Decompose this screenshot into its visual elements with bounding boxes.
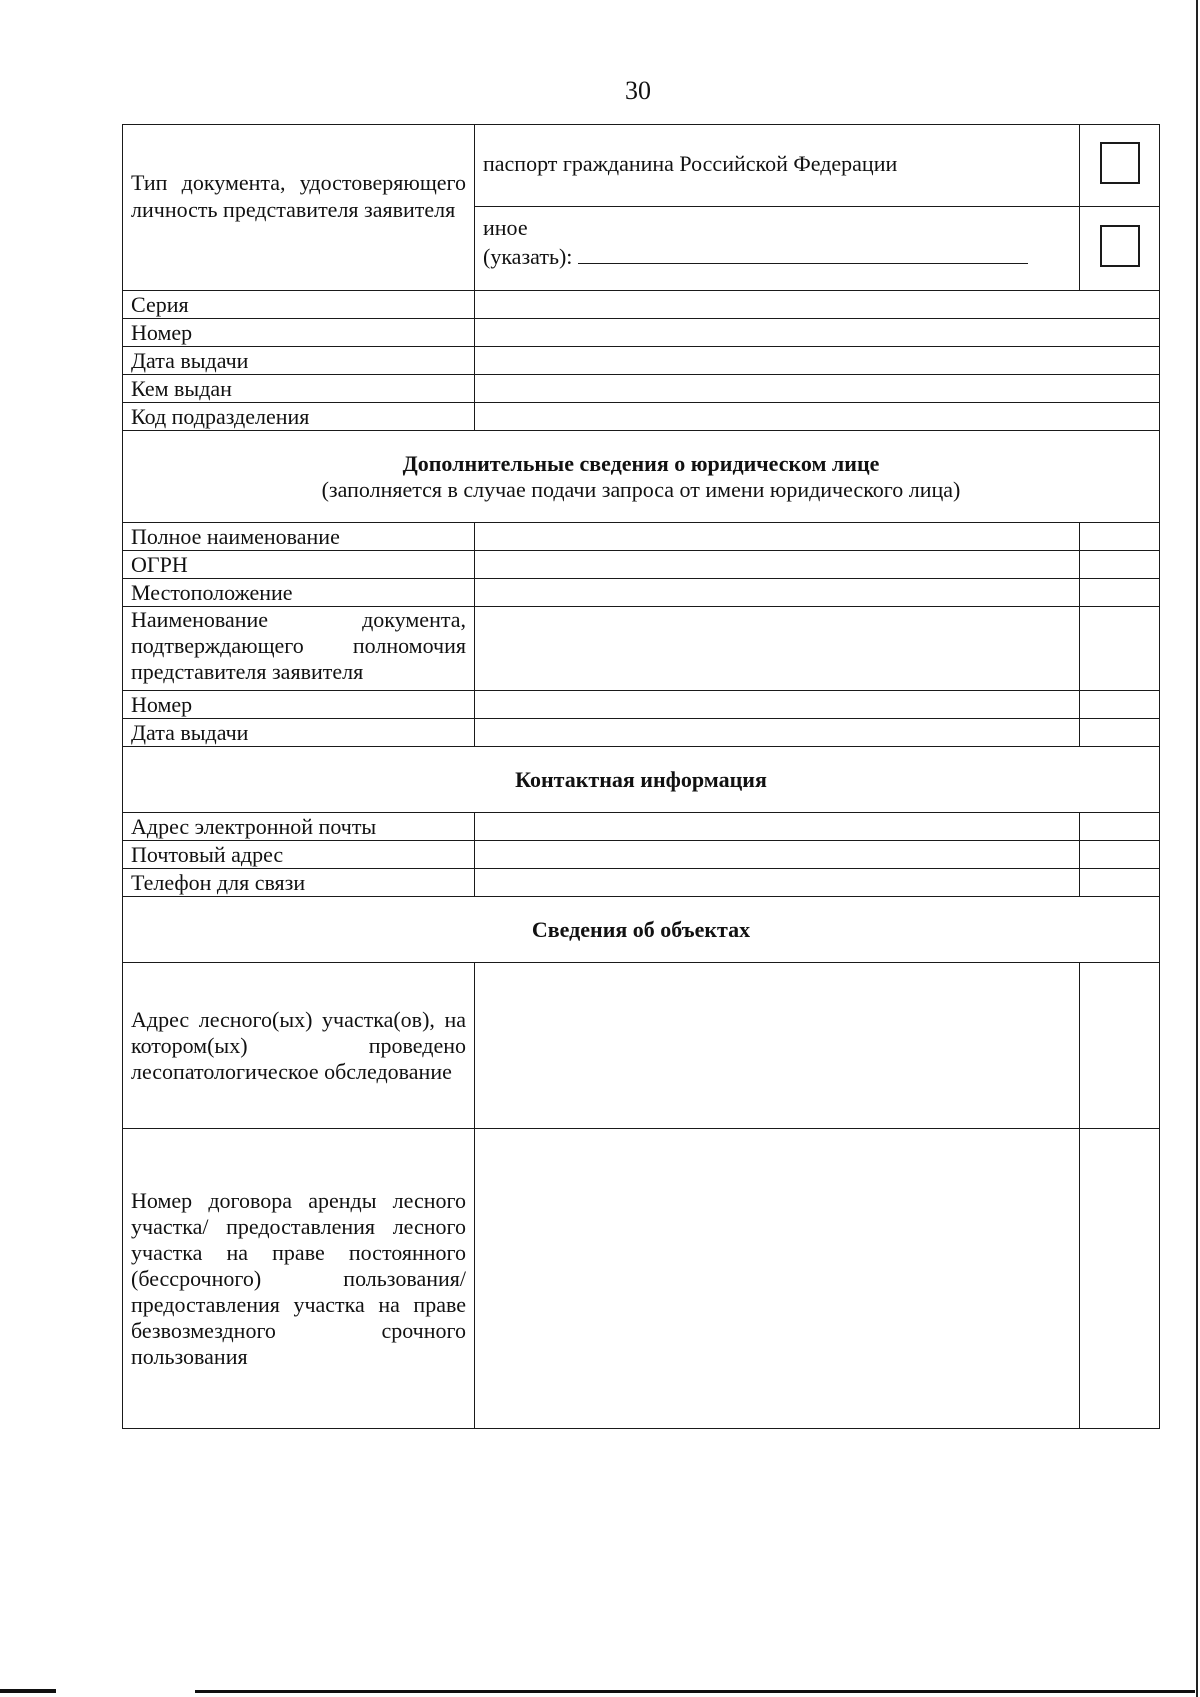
- contacts-section-row: [123, 747, 1160, 813]
- legal-mark-ogrn: [1080, 551, 1160, 579]
- page-number: 30: [625, 76, 651, 105]
- contact-row: [123, 813, 1160, 841]
- contact-row: [123, 869, 1160, 897]
- legal-entity-row: [123, 551, 1160, 579]
- legal-entity-row: [123, 691, 1160, 719]
- legal-value-ogrn[interactable]: [475, 551, 1080, 579]
- legal-mark-location: [1080, 579, 1160, 607]
- document-field-row: [123, 347, 1160, 375]
- legal-label-number: Номер: [123, 691, 475, 719]
- contact-value-email[interactable]: [475, 813, 1080, 841]
- legal-entity-row: [123, 607, 1160, 691]
- scan-edge-line: [1196, 0, 1198, 1697]
- contacts-section-header: [123, 747, 1160, 813]
- objects-section-row: [123, 897, 1160, 963]
- legal-value-issue-date[interactable]: [475, 719, 1080, 747]
- contact-value-phone[interactable]: [475, 869, 1080, 897]
- contact-mark-email: [1080, 813, 1160, 841]
- field-value-issued-by[interactable]: [475, 375, 1160, 403]
- legal-entity-section-row: [123, 431, 1160, 523]
- field-label-series: Серия: [123, 291, 475, 319]
- field-value-number[interactable]: [475, 319, 1160, 347]
- contact-label-postal-address: Почтовый адрес: [123, 841, 475, 869]
- scan-bottom-bar: [195, 1690, 1195, 1693]
- option-passport-cell: [1080, 125, 1160, 207]
- contacts-title: Контактная информация: [515, 766, 767, 792]
- legal-mark-number: [1080, 691, 1160, 719]
- legal-label-issue-date: Дата выдачи: [123, 719, 475, 747]
- option-other-specify: [483, 241, 1071, 270]
- other-checkbox[interactable]: [1100, 225, 1140, 267]
- object-value-lease-contract[interactable]: [475, 1129, 1080, 1429]
- legal-value-location[interactable]: [475, 579, 1080, 607]
- field-label-issued-by: Кем выдан: [123, 375, 475, 403]
- contact-label-phone: Телефон для связи: [123, 869, 475, 897]
- application-form: [122, 124, 1159, 1429]
- contact-value-postal-address[interactable]: [475, 841, 1080, 869]
- legal-mark-issue-date: [1080, 719, 1160, 747]
- contact-label-email: Адрес электронной почты: [123, 813, 475, 841]
- legal-entity-row: [123, 523, 1160, 551]
- document-field-row: [123, 319, 1160, 347]
- field-label-issue-date: Дата выдачи: [123, 347, 475, 375]
- scan-bottom-mark: [0, 1689, 56, 1693]
- field-value-series[interactable]: [475, 291, 1160, 319]
- option-other-sub-label: (указать):: [483, 244, 573, 269]
- object-label-forest-address: Адрес лесного(ых) участка(ов), на котором(ых) проведено лесопатологическое обследование: [123, 963, 475, 1129]
- field-label-division-code: Код подразделения: [123, 403, 475, 431]
- field-value-issue-date[interactable]: [475, 347, 1160, 375]
- contact-mark-postal-address: [1080, 841, 1160, 869]
- object-mark-lease-contract: [1080, 1129, 1160, 1429]
- document-type-label: Тип документа, удостоверяющего личность представителя заявителя: [123, 125, 475, 291]
- legal-label-full-name: Полное наименование: [123, 523, 475, 551]
- legal-entity-subtitle: (заполняется в случае подачи запроса от имени юридического лица): [321, 476, 961, 502]
- legal-value-number[interactable]: [475, 691, 1080, 719]
- form-table: [122, 124, 1160, 1429]
- document-field-row: [123, 291, 1160, 319]
- document-field-row: [123, 375, 1160, 403]
- field-label-number: Номер: [123, 319, 475, 347]
- legal-label-ogrn: ОГРН: [123, 551, 475, 579]
- contact-row: [123, 841, 1160, 869]
- object-value-forest-address[interactable]: [475, 963, 1080, 1129]
- object-mark-forest-address: [1080, 963, 1160, 1129]
- field-value-division-code[interactable]: [475, 403, 1160, 431]
- object-label-lease-contract: Номер договора аренды лесного участка/ предоставления лесного участка на праве постоянного (бессрочного) пользования/предоставления участка на праве безвозмездного срочного пользования: [123, 1129, 475, 1429]
- option-other-checkbox-cell: [1080, 207, 1160, 291]
- legal-entity-section-header: [123, 431, 1160, 523]
- legal-value-full-name[interactable]: [475, 523, 1080, 551]
- other-document-input[interactable]: [578, 241, 1028, 264]
- legal-mark-full-name: [1080, 523, 1160, 551]
- passport-checkbox[interactable]: [1100, 142, 1140, 184]
- legal-entity-row: [123, 579, 1160, 607]
- legal-entity-row: [123, 719, 1160, 747]
- legal-label-location: Местоположение: [123, 579, 475, 607]
- legal-mark-authority-document: [1080, 607, 1160, 691]
- legal-entity-title: Дополнительные сведения о юридическом лице: [402, 450, 880, 476]
- legal-label-authority-document: Наименование документа, подтверждающего полномочия представителя заявителя: [123, 607, 475, 691]
- objects-title: Сведения об объектах: [531, 916, 751, 942]
- option-other-label: иное: [483, 215, 528, 240]
- object-row: [123, 963, 1160, 1129]
- document-field-row: [123, 403, 1160, 431]
- objects-section-header: [123, 897, 1160, 963]
- option-other-cell: [475, 207, 1080, 291]
- legal-value-authority-document[interactable]: [475, 607, 1080, 691]
- contact-mark-phone: [1080, 869, 1160, 897]
- object-row: [123, 1129, 1160, 1429]
- option-passport-label: паспорт гражданина Российской Федерации: [475, 125, 1080, 207]
- document-type-row: [123, 125, 1160, 207]
